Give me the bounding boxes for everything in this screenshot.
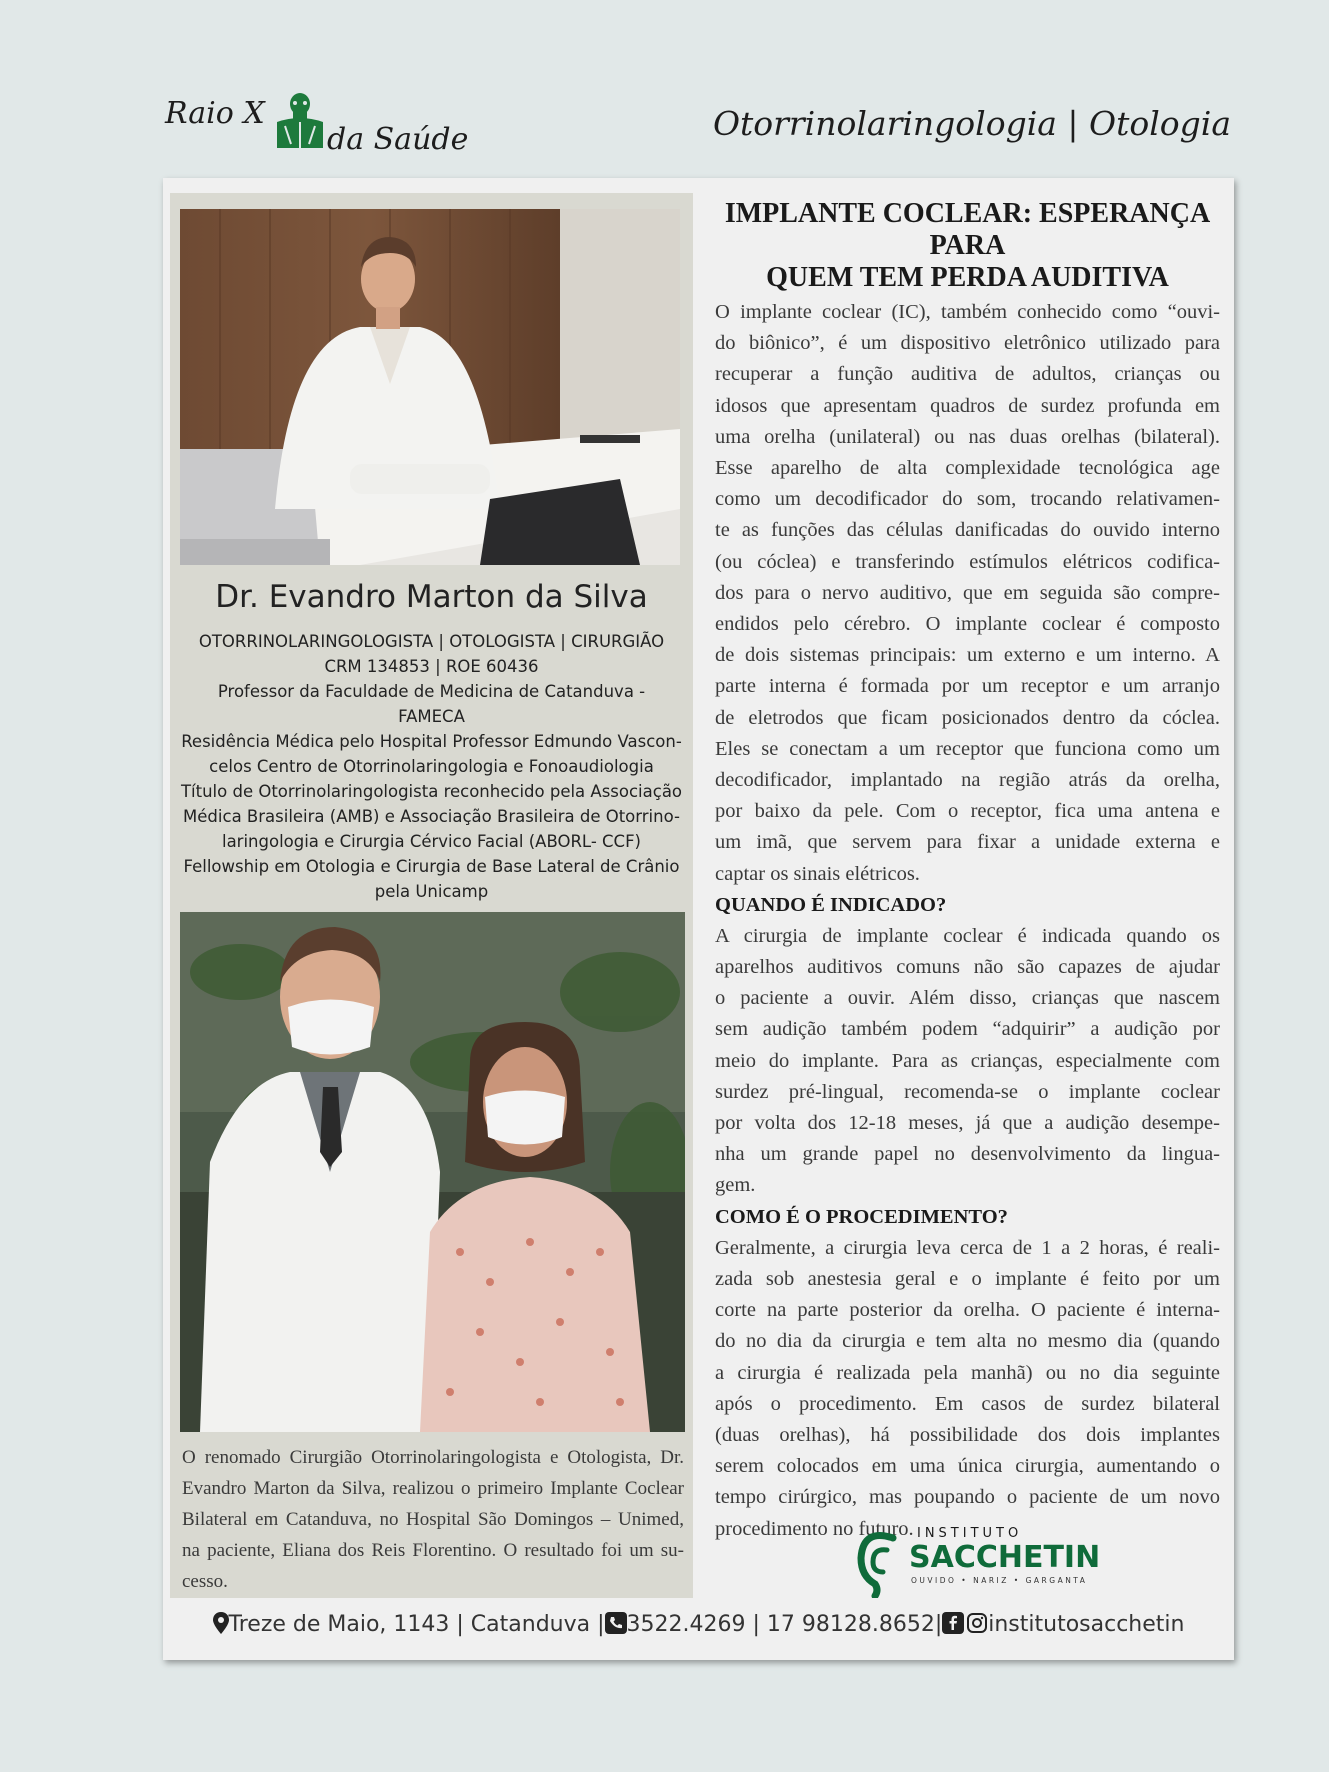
caption-line: O renomado Cirurgião Otorrinolaringologista e Otologista, Dr. — [182, 1447, 684, 1468]
footer-social-handle[interactable]: institutosacchetin — [988, 1612, 1185, 1637]
doctor-credentials — [180, 629, 683, 904]
facebook-icon[interactable] — [942, 1612, 964, 1634]
article-line: procedimento no futuro. — [715, 1517, 914, 1540]
article-line: decodificador, implantado na região atrás da orelha, — [715, 769, 1220, 792]
doctor-and-patient-photo — [180, 912, 685, 1432]
article-line: recuperar a função auditiva de adultos, crianças ou — [715, 363, 1220, 386]
credential-line: Residência Médica pelo Hospital Professor Edmundo Vascon- — [181, 732, 682, 751]
brand-da-saude: da Saúde — [327, 122, 469, 157]
credential-line: CRM 134853 | ROE 60436 — [324, 657, 539, 676]
location-pin-icon — [213, 1612, 229, 1634]
article-line: endidos pelo cérebro. O implante coclear é composto — [715, 613, 1220, 636]
headline-line: QUEM TEM PERDA AUDITIVA — [766, 262, 1169, 293]
article-line: (ou cóclea) e transferindo estímulos elétricos codifica- — [715, 550, 1220, 573]
article-line: idosos que apresentam quadros de surdez profunda em — [715, 394, 1220, 417]
article-line: captar os sinais elétricos. — [715, 862, 920, 885]
anatomy-head-icon — [271, 92, 329, 152]
article-line: o paciente a ouvir. Além disso, crianças que nascem — [715, 987, 1220, 1010]
article-line: de dois sistemas principais: um externo e um interno. A — [715, 644, 1220, 667]
caption-line: na paciente, Eliana dos Reis Florentino. O resultado foi um su- — [182, 1540, 684, 1561]
credential-line: Título de Otorrinolaringologista reconhecido pela Associação — [180, 782, 683, 801]
article-line: serem colocados em uma única cirurgia, aumentando o — [715, 1455, 1220, 1478]
caption-line: Evandro Marton da Silva, realizou o primeiro Implante Coclear — [182, 1478, 684, 1499]
credential-line: OTORRINOLARINGOLOGISTA | OTOLOGISTA | CIRURGIÃO — [198, 632, 665, 651]
doctor-office-photo — [180, 209, 680, 565]
headline-line: IMPLANTE COCLEAR: ESPERANÇA PARA — [724, 198, 1211, 261]
article-line: por baixo da pele. Com o receptor, fica uma antena e — [715, 800, 1220, 823]
institute-name: SACCHETIN — [909, 1540, 1101, 1575]
article-line: sem audição também podem “adquirir” a audição por — [715, 1018, 1220, 1041]
article-line: do no dia da cirurgia e tem alta no mesmo dia (quando — [715, 1330, 1220, 1353]
institute-logo — [853, 1526, 1101, 1602]
article-line: corte na parte posterior da orelha. O paciente é interna- — [715, 1299, 1220, 1322]
article-line: te as funções das células danificadas do ouvido interno — [715, 519, 1220, 542]
credential-line: Fellowship em Otologia e Cirurgia de Base Lateral de Crânio — [183, 857, 680, 876]
section-heading-indication: QUANDO É INDICADO? — [715, 893, 947, 916]
contact-footer — [163, 1612, 1234, 1637]
article-section-indication — [715, 921, 1220, 1202]
article-line: de eletrodos que ficam posicionados dentro da cóclea. — [715, 706, 1220, 729]
footer-phones[interactable]: 3522.4269 | 17 98128.8652| — [626, 1612, 943, 1637]
article-column — [715, 198, 1220, 1545]
article-line: meio do implante. Para as crianças, especialmente com — [715, 1049, 1220, 1072]
phone-icon — [605, 1612, 627, 1634]
article-line: O implante coclear (IC), também conhecido como “ouvi- — [715, 301, 1220, 323]
doctor-name: Dr. Evandro Marton da Silva — [215, 579, 648, 615]
article-line: após o procedimento. Em casos de surdez bilateral — [715, 1392, 1220, 1415]
institute-tagline: OUVIDO • NARIZ • GARGANTA — [911, 1576, 1088, 1585]
brand-raio-x: Raio X — [165, 96, 265, 131]
doctor-sidebar — [170, 193, 693, 1598]
article-line: um imã, que servem para fixar a unidade externa e — [715, 831, 1220, 854]
article-line: gem. — [715, 1174, 756, 1197]
article-line: nha um grande papel no desenvolvimento da lingua- — [715, 1143, 1220, 1166]
article-line: Eles se conectam a um receptor que funciona como um — [715, 737, 1220, 760]
credential-line: laringologia e Cirurgia Cérvico Facial (ABORL- CCF) — [221, 832, 641, 851]
credential-line: Professor da Faculdade de Medicina de Catanduva - — [217, 682, 646, 701]
credential-line: celos Centro de Otorrinolaringologia e Fonoaudiologia — [209, 757, 654, 776]
ear-logo-icon — [853, 1528, 909, 1598]
article-line: Esse aparelho de alta complexidade tecnológica age — [715, 457, 1220, 480]
article-line: uma orelha (unilateral) ou nas duas orelhas (bilateral). — [715, 425, 1220, 448]
article-line: tempo cirúrgico, mas poupando o paciente de um novo — [715, 1486, 1220, 1509]
credential-line: Médica Brasileira (AMB) e Associação Brasileira de Otorrino- — [183, 807, 680, 826]
instagram-icon[interactable] — [966, 1612, 988, 1634]
article-intro — [715, 297, 1220, 890]
article-line: surdez pré-lingual, recomenda-se o implante coclear — [715, 1080, 1220, 1103]
article-line: por volta dos 12-18 meses, já que a audição desempe- — [715, 1112, 1220, 1135]
photo-caption — [182, 1442, 684, 1597]
article-section-procedure — [715, 1233, 1220, 1545]
section-heading-procedure: COMO É O PROCEDIMENTO? — [715, 1205, 1008, 1228]
section-title: Otorrinolaringologia | Otologia — [712, 104, 1231, 143]
article-line: (duas orelhas), há possibilidade dos dois implantes — [715, 1423, 1220, 1446]
article-line: a cirurgia é realizada pela manhã) ou no dia seguinte — [715, 1361, 1220, 1384]
article-line: como um decodificador do som, trocando relativamen- — [715, 488, 1220, 511]
article-line: zada sob anestesia geral e o implante é feito por um — [715, 1267, 1220, 1290]
institute-word: INSTITUTO — [917, 1526, 1023, 1541]
article-line: do biônico”, é um dispositivo eletrônico utilizado para — [715, 332, 1220, 355]
masthead-brand — [165, 92, 485, 162]
article-line: A cirurgia de implante coclear é indicada quando os — [715, 924, 1220, 947]
credential-line: pela Unicamp — [374, 882, 489, 901]
article-card — [163, 178, 1234, 1660]
article-headline — [715, 198, 1220, 294]
article-line: dos para o nervo auditivo, que em seguida são compre- — [715, 581, 1220, 604]
caption-line: cesso. — [182, 1571, 228, 1592]
footer-address[interactable]: Treze de Maio, 1143 | Catanduva | — [228, 1612, 605, 1637]
credential-line: FAMECA — [398, 707, 465, 726]
article-line: Geralmente, a cirurgia leva cerca de 1 a 2 horas, é reali- — [715, 1236, 1220, 1259]
caption-line: Bilateral em Catanduva, no Hospital São Domingos – Unimed, — [182, 1509, 684, 1530]
article-line: aparelhos auditivos comuns não são capazes de ajudar — [715, 956, 1220, 979]
article-line: parte interna é formada por um receptor e um arranjo — [715, 675, 1220, 698]
